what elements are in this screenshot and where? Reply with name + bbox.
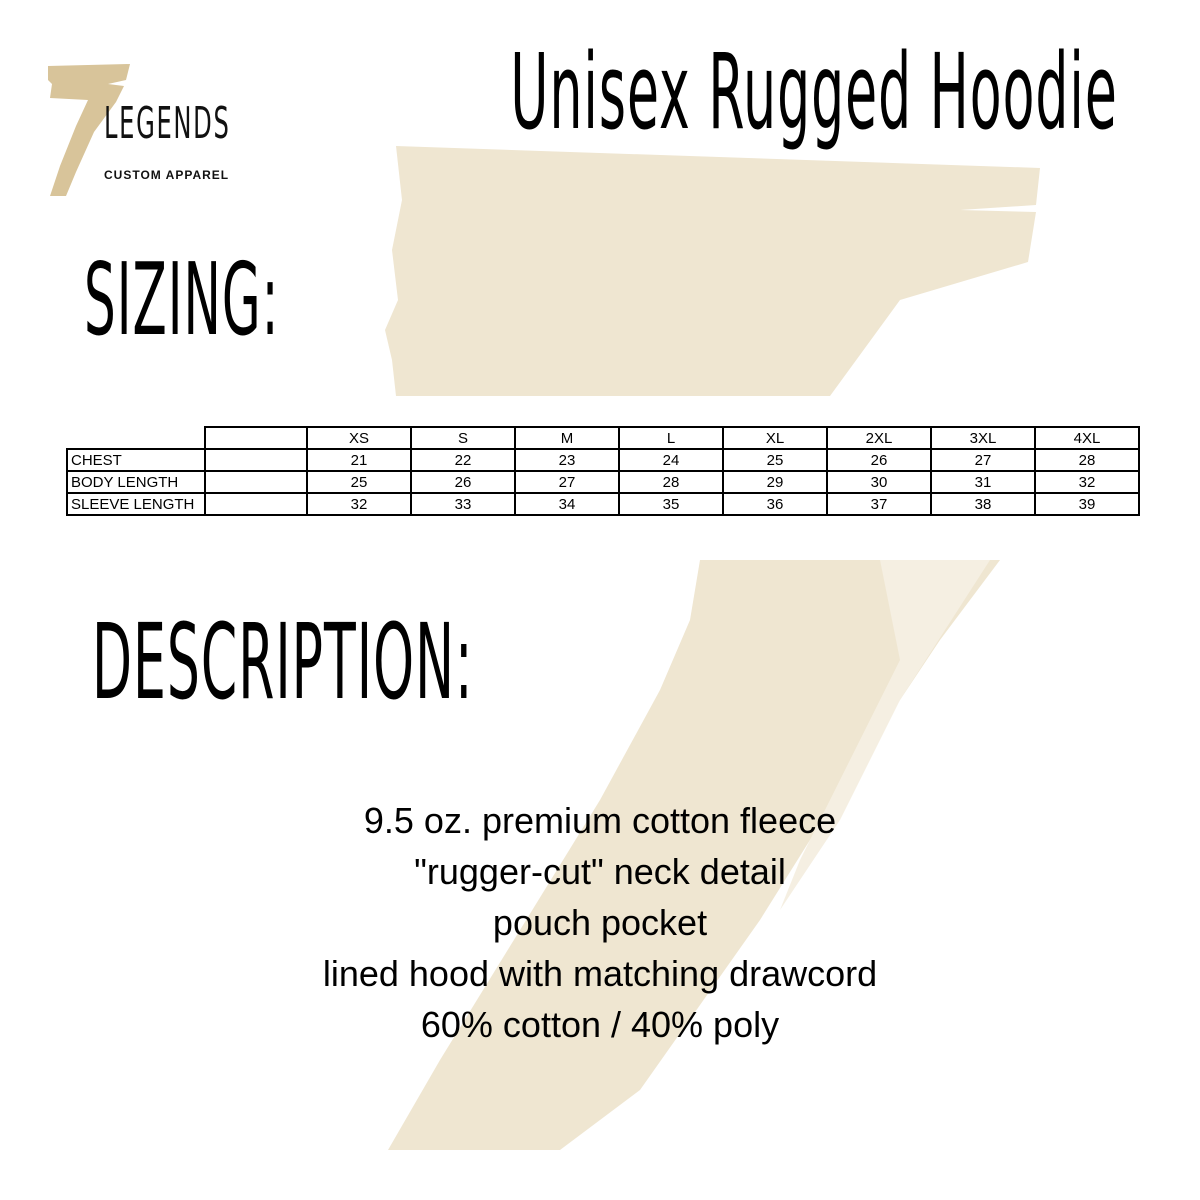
table-cell (205, 449, 307, 471)
table-cell (205, 471, 307, 493)
row-label: CHEST (67, 449, 205, 471)
description-heading: DESCRIPTION: (92, 601, 474, 723)
table-cell: 33 (411, 493, 515, 515)
size-chart-table (66, 426, 1140, 516)
column-header: M (515, 427, 619, 449)
table-cell: 30 (827, 471, 931, 493)
table-cell: 34 (515, 493, 619, 515)
table-cell: 37 (827, 493, 931, 515)
table-corner-cell (67, 427, 205, 449)
column-header: 3XL (931, 427, 1035, 449)
column-header: S (411, 427, 515, 449)
column-header (205, 427, 307, 449)
column-header: XL (723, 427, 827, 449)
column-header: XS (307, 427, 411, 449)
table-cell: 25 (723, 449, 827, 471)
table-cell: 21 (307, 449, 411, 471)
logo-tagline: CUSTOM APPAREL (104, 168, 230, 182)
description-line: 9.5 oz. premium cotton fleece (363, 800, 837, 841)
table-cell: 31 (931, 471, 1035, 493)
table-header-row (67, 427, 1139, 449)
table-cell: 35 (619, 493, 723, 515)
row-label: SLEEVE LENGTH (67, 493, 205, 515)
sizing-heading: SIZING: (84, 241, 280, 358)
table-cell: 36 (723, 493, 827, 515)
table-cell: 29 (723, 471, 827, 493)
description-list (0, 795, 1200, 1050)
description-line: "rugger-cut" neck detail (414, 851, 786, 892)
table-cell: 24 (619, 449, 723, 471)
table-cell: 28 (1035, 449, 1139, 471)
description-line: 60% cotton / 40% poly (420, 1004, 780, 1045)
table-row (67, 449, 1139, 471)
table-cell: 27 (515, 471, 619, 493)
description-line: pouch pocket (492, 902, 708, 943)
table-cell: 32 (1035, 471, 1139, 493)
table-cell: 38 (931, 493, 1035, 515)
brand-logo (46, 62, 246, 198)
table-cell: 32 (307, 493, 411, 515)
logo-wordmark: LEGENDS (104, 98, 231, 149)
table-cell: 26 (827, 449, 931, 471)
description-line: lined hood with matching drawcord (322, 953, 878, 994)
column-header: 2XL (827, 427, 931, 449)
column-header: L (619, 427, 723, 449)
table-cell: 28 (619, 471, 723, 493)
table-row (67, 471, 1139, 493)
table-cell: 27 (931, 449, 1035, 471)
table-cell (205, 493, 307, 515)
table-cell: 23 (515, 449, 619, 471)
table-cell: 22 (411, 449, 515, 471)
table-cell: 25 (307, 471, 411, 493)
table-cell: 26 (411, 471, 515, 493)
table-cell: 39 (1035, 493, 1139, 515)
row-label: BODY LENGTH (67, 471, 205, 493)
column-header: 4XL (1035, 427, 1139, 449)
product-title: Unisex Rugged Hoodie (510, 31, 1118, 153)
table-row (67, 493, 1139, 515)
